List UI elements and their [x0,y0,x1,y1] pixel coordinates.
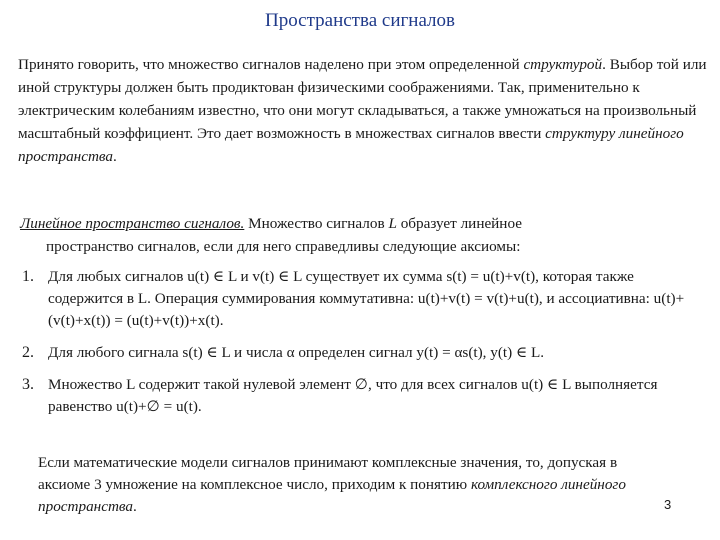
definition-term: Линейное пространство сигналов. [20,215,245,232]
axiom-1 [22,266,702,332]
axiom-number: 1. [22,268,34,285]
definition-line-2: пространство сигналов, если для него справедливы следующие аксиомы: [46,238,521,255]
definition-paragraph: Линейное пространство сигналов. Множество сигналов L образует линейное пространство сигналов, если для него справедливы следующие аксиомы: [20,212,700,258]
set-symbol-L: L [388,215,397,232]
axiom-text: Для любого сигнала s(t) ∈ L и числа α определен сигнал y(t) = αs(t), y(t) ∈ L. [48,344,545,361]
closing-emphasis: комплексного линейного пространства [38,476,626,515]
axiom-number: 3. [22,376,34,393]
axiom-text: Для любых сигналов u(t) ∈ L и v(t) ∈ L существует их сумма s(t) = u(t)+v(t), которая также содержится в L. Операция суммирования коммутативна: u(t)+v(t) = v(t)+u(t), и ассоциативна: u(t)+(v(t)+x(t)) = (u(t)+v(t))+x(t). [48,268,685,329]
closing-paragraph: Если математические модели сигналов принимают комплексные значения, то, допуская в аксиоме 3 умножение на комплексное число, приходим к понятию комплексного линейного пространства. [38,454,626,515]
axiom-3 [22,374,702,418]
intro-emphasis-structure: структурой [523,56,603,73]
page-number: 3 [664,497,672,512]
axiom-text: Множество L содержит такой нулевой элемент ∅, что для всех сигналов u(t) ∈ L выполняется равенство u(t)+∅ = u(t). [48,376,658,415]
page-title: Пространства сигналов [264,10,456,31]
intro-emphasis-linear-space: структуру линейного пространства [18,125,684,165]
axiom-2 [22,342,702,364]
intro-paragraph: Принято говорить, что множество сигналов наделено при этом определенной структурой. Выбор той или иной структуры должен быть продиктован физическими соображениями. Так, применительно к электрическим колебаниям известно, что они могут складываться, а также умножаться на произвольный масштабный коэффициент. Это дает возможность в множествах сигналов ввести структуру линейного пространства. [18,56,707,165]
axiom-number: 2. [22,344,34,361]
